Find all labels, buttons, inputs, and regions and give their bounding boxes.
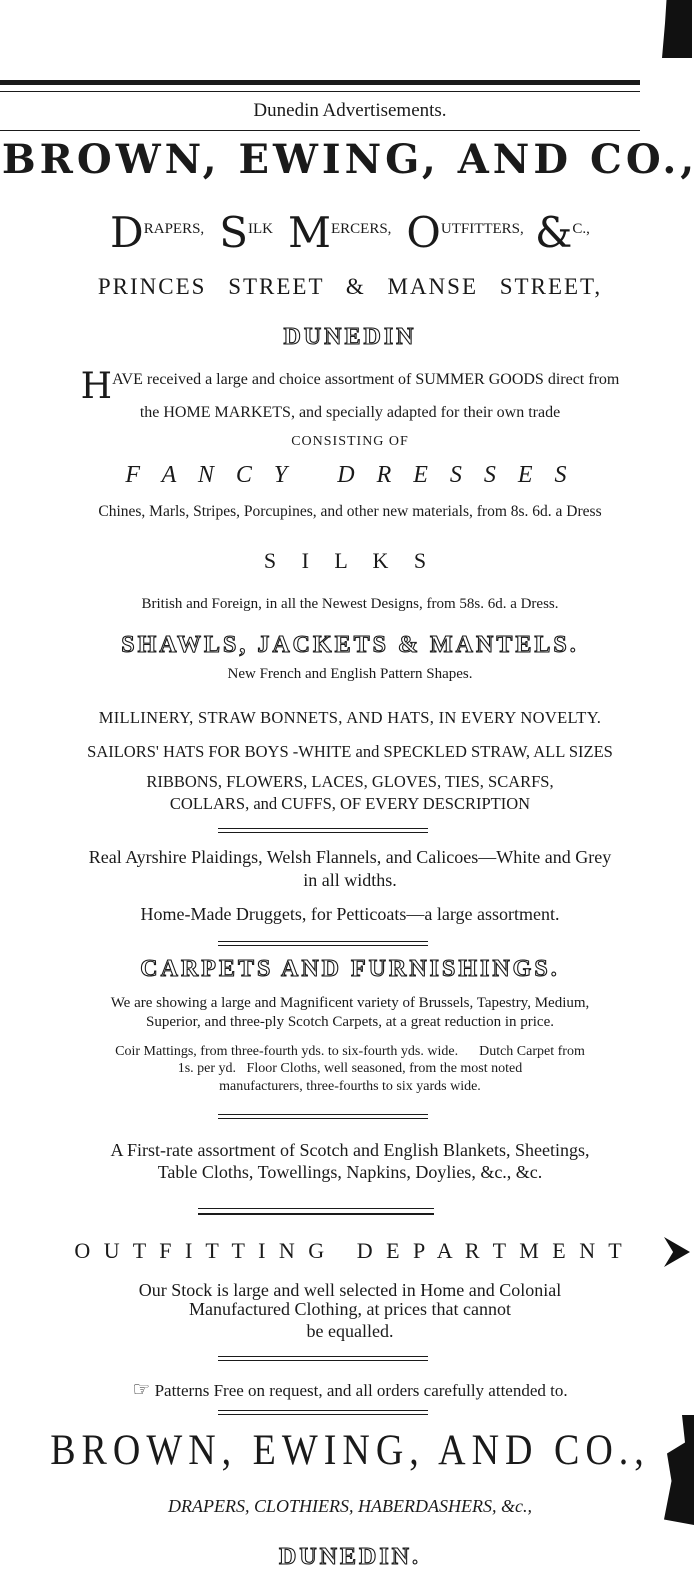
divider-rule [218, 1414, 428, 1415]
carpets-para2-line-3: manufacturers, three-fourths to six yards wide. [219, 1079, 481, 1094]
fancy-dresses-text: Chines, Marls, Stripes, Porcupines, and other new materials, from 8s. 6d. a Dress [98, 503, 602, 520]
divider-rule [218, 1114, 428, 1115]
pointing-hand-icon: ☞ [132, 1377, 151, 1401]
outfitting-line-1: Our Stock is large and well selected in Home and Colonial [138, 1280, 562, 1300]
millinery-line-4: COLLARS, and CUFFS, OF EVERY DESCRIPTION [169, 794, 531, 813]
trade-drapers: DRAPERS, [110, 208, 205, 257]
divider-rule [218, 1360, 428, 1361]
footer-city: DUNEDIN. [278, 1544, 421, 1570]
intro-initial: H [80, 366, 113, 407]
trade-mercers: MERCERS, [287, 208, 392, 257]
divider-rule [218, 945, 428, 946]
divider-rule [218, 828, 428, 829]
outfitting-heading: O U T F I T T I N G D E P A R T M E N T [74, 1238, 626, 1263]
footer-firm-name: BROWN, EWING, AND CO., [50, 1425, 650, 1475]
blankets-line-2: Table Cloths, Towellings, Napkins, Doylies, &c., &c. [157, 1162, 543, 1182]
trade-silk: SILK [219, 208, 273, 257]
scan-edge-mark [662, 0, 692, 58]
shawls-heading: SHAWLS, JACKETS & MANTELS. [121, 632, 579, 658]
carpets-heading: CARPETS AND FURNISHINGS. [140, 956, 560, 982]
intro-line-3: CONSISTING OF [291, 434, 409, 449]
carpets-para2-line-2: 1s. per yd. Floor Cloths, well seasoned, from the most noted [177, 1061, 523, 1076]
divider-rule [198, 1213, 434, 1215]
blankets-line-1: A First-rate assortment of Scotch and English Blankets, Sheetings, [110, 1140, 590, 1160]
intro-line-2: the HOME MARKETS, and specially adapted for their own trade [139, 404, 561, 421]
intro-line-1: HAVE received a large and choice assortment of SUMMER GOODS direct from [80, 366, 620, 407]
top-thin-rule [0, 91, 640, 92]
divider-rule [218, 1356, 428, 1357]
carpets-para1-line-1: We are showing a large and Magnificent variety of Brussels, Tapestry, Medium, [110, 995, 590, 1011]
fancy-dresses-heading: F A N C Y D R E S S E S [125, 462, 575, 488]
trade-outfitters: OUTFITTERS, [406, 208, 524, 257]
carpets-para1-line-2: Superior, and three-ply Scotch Carpets, at a great reduction in price. [145, 1014, 554, 1030]
footer-trades: DRAPERS, CLOTHIERS, HABERDASHERS, &c., [168, 1496, 532, 1516]
silks-heading: S I L K S [263, 548, 437, 573]
divider-rule [218, 1118, 428, 1119]
firm-name: BROWN, EWING, AND CO., [1, 136, 699, 183]
divider-rule [218, 832, 428, 833]
trade-etc: &C., [535, 208, 590, 257]
divider-rule [198, 1208, 434, 1209]
millinery-line-3: RIBBONS, FLOWERS, LACES, GLOVES, TIES, SCARFS, [146, 772, 554, 791]
outfitting-line-3: be equalled. [306, 1321, 394, 1341]
divider-rule [218, 941, 428, 942]
patterns-line: ☞ Patterns Free on request, and all orders carefully attended to. [132, 1377, 568, 1401]
address: PRINCES STREET & MANSE STREET, [97, 274, 603, 299]
silks-text: British and Foreign, in all the Newest Designs, from 58s. 6d. a Dress. [141, 596, 559, 612]
outfitting-line-2: Manufactured Clothing, at prices that cannot [189, 1299, 511, 1319]
shawls-text: New French and English Pattern Shapes. [227, 666, 473, 682]
divider-rule [218, 1410, 428, 1411]
top-thick-rule [0, 80, 640, 85]
plaidings-line-1: Real Ayrshire Plaidings, Welsh Flannels, and Calicoes—White and Grey [88, 847, 612, 867]
city: DUNEDIN [283, 324, 417, 350]
millinery-line-1: MILLINERY, STRAW BONNETS, AND HATS, IN EVERY NOVELTY. [98, 708, 602, 727]
trades-line [0, 208, 700, 257]
plaidings-line-2: in all widths. [303, 870, 397, 890]
header-rule [0, 130, 640, 131]
druggets-line: Home-Made Druggets, for Petticoats—a large assortment. [140, 904, 560, 924]
millinery-line-2: SAILORS' HATS FOR BOYS -WHITE and SPECKLED STRAW, ALL SIZES [87, 742, 613, 761]
carpets-para2-line-1: Coir Mattings, from three-fourth yds. to six-fourth yds. wide. Dutch Carpet from [115, 1044, 585, 1059]
section-title: Dunedin Advertisements. [253, 100, 447, 121]
